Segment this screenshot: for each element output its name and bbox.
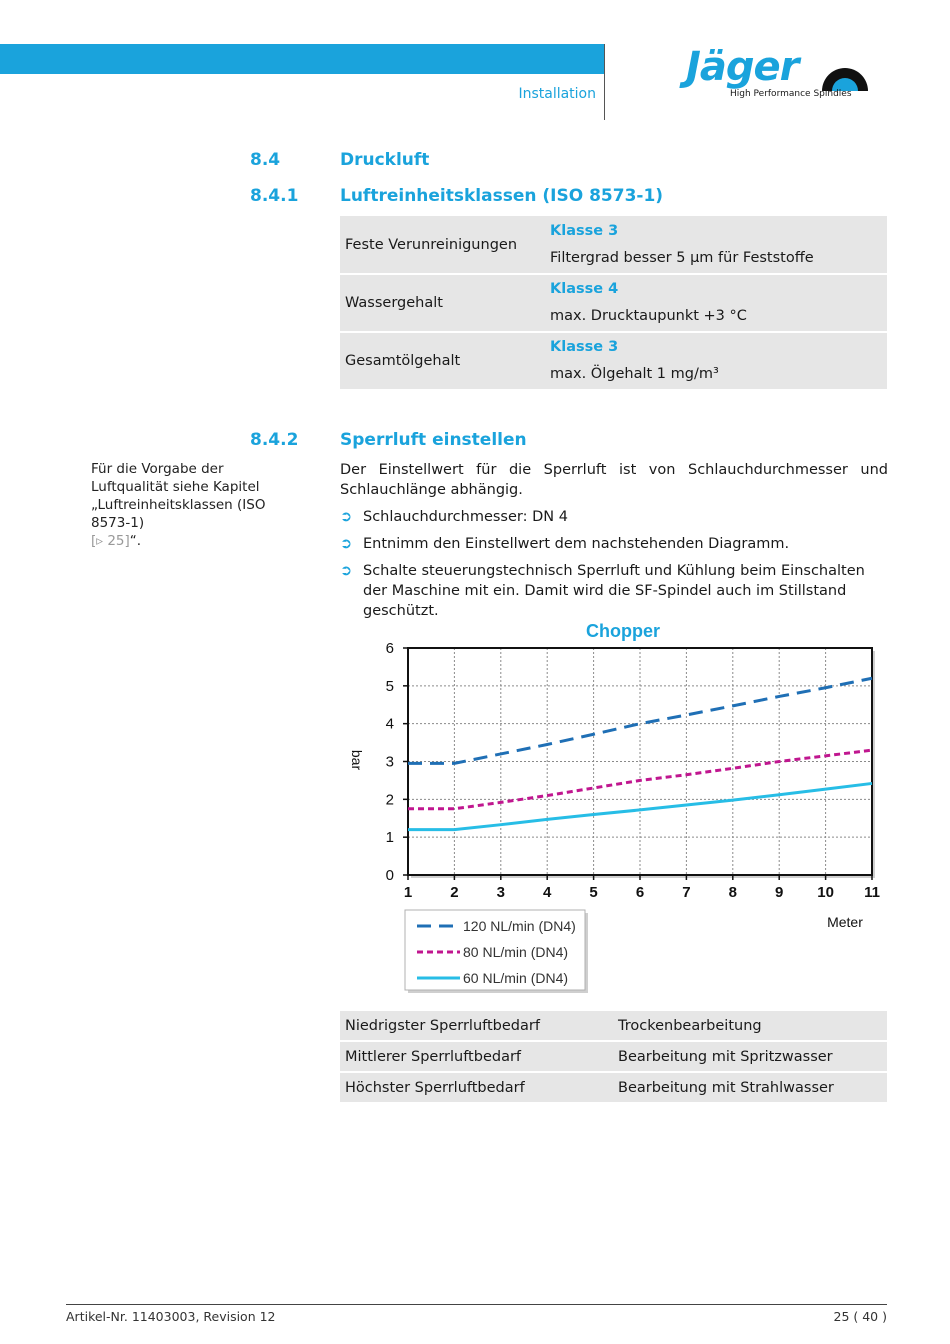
footer-article-number: Artikel-Nr. 11403003, Revision 12 (66, 1309, 276, 1324)
footer-divider (66, 1304, 887, 1305)
header-divider (604, 44, 605, 120)
class-label: Klasse 3 (550, 222, 619, 239)
arrow-bullet-icon: ➲ (340, 509, 353, 525)
side-note-text: Für die Vorgabe der Luftqualität siehe Kapitel „Luftreinheitsklassen (ISO 8573-1) (91, 461, 266, 531)
chapter-reference-link[interactable]: [▹ 25] (91, 533, 130, 549)
list-item-text: Schalte steuerungstechnisch Sperrluft und Kühlung beim Einschalten der Maschine mit ein. Damit wird die SF-Spindel auch im Stillstand geschützt. (363, 563, 865, 619)
x-tick-label: 8 (728, 884, 737, 901)
chart-legend (405, 910, 588, 993)
y-tick-label: 4 (385, 715, 394, 733)
property-cell: Wassergehalt (340, 274, 545, 332)
logo-text: Jäger (686, 44, 799, 90)
legend-label: 60 NL/min (DN4) (463, 970, 569, 986)
requirement-level-cell: Niedrigster Sperrluftbedarf (340, 1011, 613, 1041)
section-number-8-4: 8.4 (250, 150, 281, 170)
table-row (340, 1072, 887, 1103)
class-label: Klasse 4 (550, 281, 619, 297)
application-cell: Bearbeitung mit Spritzwasser (613, 1041, 887, 1072)
x-tick-label: 2 (450, 884, 459, 901)
class-label: Klasse 3 (550, 339, 619, 355)
requirement-level-cell: Mittlerer Sperrluftbedarf (340, 1041, 613, 1072)
legend-label: 80 NL/min (DN4) (463, 944, 569, 960)
x-tick-label: 4 (543, 884, 552, 901)
x-tick-label: 11 (864, 884, 880, 901)
class-cell (545, 216, 887, 274)
header-bar (0, 44, 604, 74)
air-pressure-chart (330, 612, 890, 997)
intro-paragraph: Der Einstellwert für die Sperrluft ist von Schlauchdurchmesser und Schlauchlänge abhängig. (340, 462, 888, 498)
section-number-8-4-1: 8.4.1 (250, 186, 299, 206)
section-number-8-4-2: 8.4.2 (250, 430, 299, 450)
x-tick-label: 5 (589, 884, 598, 901)
property-cell: Gesamtölgehalt (340, 332, 545, 390)
x-tick-label: 6 (635, 884, 645, 901)
section-title-8-4-1: Luftreinheitsklassen (ISO 8573-1) (340, 186, 664, 206)
table-row (340, 332, 887, 390)
x-tick-label: 1 (403, 884, 413, 901)
chart-xlabel: Meter (827, 914, 863, 930)
list-item-text: Schlauchdurchmesser: DN 4 (363, 509, 568, 525)
table-row (340, 216, 887, 274)
class-detail: Filtergrad besser 5 µm für Feststoffe (550, 249, 814, 266)
side-note (91, 460, 281, 550)
application-cell: Bearbeitung mit Strahlwasser (613, 1072, 887, 1103)
y-tick-label: 5 (385, 677, 394, 695)
purity-class-table (340, 216, 887, 391)
arrow-bullet-icon: ➲ (340, 536, 353, 552)
x-tick-label: 9 (775, 884, 784, 901)
logo-subtitle: High Performance Spindles (730, 89, 852, 99)
table-row (340, 274, 887, 332)
legend-label: 120 NL/min (DN4) (463, 918, 576, 934)
arrow-bullet-icon: ➲ (340, 563, 353, 579)
list-item-text: Entnimm den Einstellwert dem nachstehenden Diagramm. (363, 536, 790, 552)
y-tick-label: 2 (385, 791, 394, 809)
section-title-8-4: Druckluft (340, 150, 430, 170)
y-tick-label: 0 (385, 867, 394, 884)
y-tick-label: 1 (385, 829, 394, 847)
jaeger-logo (686, 44, 876, 104)
application-cell: Trockenbearbeitung (613, 1011, 887, 1041)
footer-page-number: 25 ( 40 ) (833, 1309, 887, 1324)
logo-dome-icon (820, 64, 870, 92)
class-cell (545, 274, 887, 332)
class-cell (545, 332, 887, 390)
section-label: Installation (518, 86, 596, 102)
class-detail: max. Drucktaupunkt +3 °C (550, 308, 747, 324)
x-tick-label: 7 (682, 884, 691, 901)
table-row (340, 1011, 887, 1041)
side-note-end: “. (129, 533, 142, 549)
chart-ylabel: bar (349, 749, 365, 771)
chart-title: Chopper (586, 621, 660, 641)
x-tick-label: 10 (817, 884, 834, 901)
y-tick-label: 3 (385, 753, 394, 771)
class-detail: max. Ölgehalt 1 mg/m³ (550, 366, 719, 382)
requirement-level-cell: Höchster Sperrluftbedarf (340, 1072, 613, 1103)
table-row (340, 1041, 887, 1072)
property-cell: Feste Verunreinigungen (340, 216, 545, 274)
x-tick-label: 3 (496, 884, 505, 901)
air-requirement-table (340, 1011, 887, 1104)
section-title-8-4-2: Sperrluft einstellen (340, 430, 527, 450)
y-tick-label: 6 (385, 640, 394, 657)
